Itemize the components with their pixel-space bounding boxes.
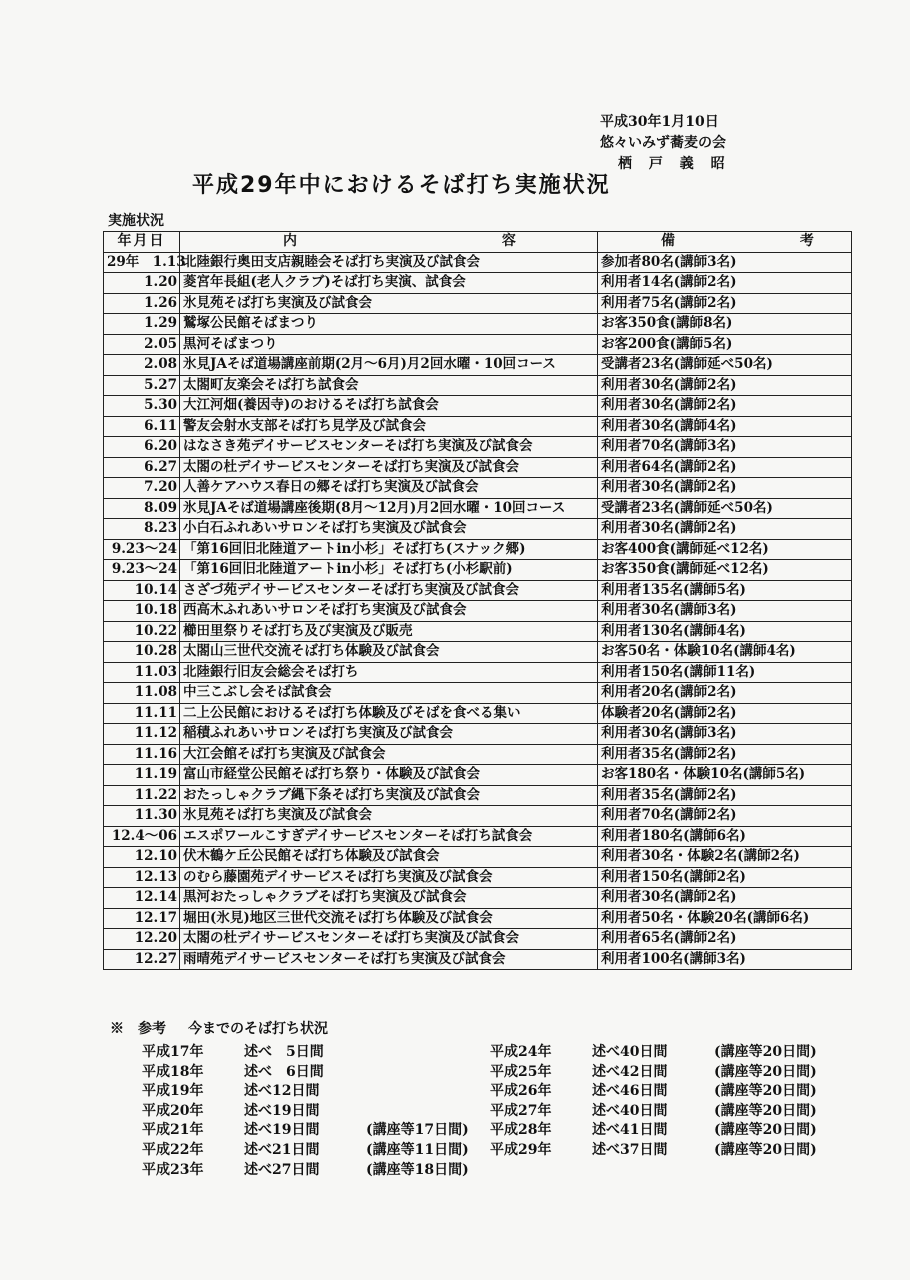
table-row: [104, 908, 852, 929]
reference-days: 述べ 5日間: [244, 1044, 324, 1060]
row-content: 太閤の杜デイサービスセンターそば打ち実演及び試食会: [180, 929, 598, 950]
row-content: 黒河おたっしゃクラブそば打ち実演及び試食会: [180, 888, 598, 909]
row-date: 11.16: [104, 744, 180, 765]
table-row: [104, 334, 852, 355]
table-row: [104, 888, 852, 909]
row-date: 1.20: [104, 273, 180, 294]
header-notes: 備 考: [598, 232, 852, 253]
table-row: [104, 519, 852, 540]
row-date: 2.08: [104, 355, 180, 376]
reference-note: (講座等17日間): [366, 1122, 469, 1139]
row-date: 12.27: [104, 949, 180, 970]
row-date: 9.23～24: [104, 539, 180, 560]
reference-note: (講座等20日間): [714, 1102, 817, 1119]
row-date: 1.26: [104, 293, 180, 314]
row-note: 利用者180名(講師6名): [598, 826, 852, 847]
table-row: [104, 601, 852, 622]
row-content: 黒河そばまつり: [180, 334, 598, 355]
row-content: 北陸銀行奥田支店親睦会そば打ち実演及び試食会: [180, 252, 598, 273]
row-date: 11.22: [104, 785, 180, 806]
row-note: お客350食(講師延べ12名): [598, 560, 852, 581]
header-date: 年月日: [104, 232, 180, 253]
row-note: お客180名・体験10名(講師5名): [598, 765, 852, 786]
row-date: 2.05: [104, 334, 180, 355]
reference-note: (講座等20日間): [714, 1122, 817, 1139]
document-date: 平成30年1月10日: [600, 114, 719, 130]
row-note: 利用者30名(講師4名): [598, 416, 852, 437]
row-note: 利用者150名(講師11名): [598, 662, 852, 683]
reference-days: 述べ21日間: [244, 1141, 320, 1158]
table-row: [104, 929, 852, 950]
row-content: のむら藤園苑デイサービスそば打ち実演及び試食会: [180, 867, 598, 888]
row-date: 12.10: [104, 847, 180, 868]
reference-note: (講座等20日間): [714, 1044, 817, 1060]
row-note: 利用者100名(講師3名): [598, 949, 852, 970]
row-date: 11.11: [104, 703, 180, 724]
activity-table: [103, 231, 874, 970]
table-row: [104, 273, 852, 294]
reference-days: 述べ40日間: [592, 1102, 668, 1119]
row-date: 12.14: [104, 888, 180, 909]
row-note: お客200食(講師5名): [598, 334, 852, 355]
row-note: 利用者30名・体験2名(講師2名): [598, 847, 852, 868]
table-row: [104, 580, 852, 601]
row-date: 10.22: [104, 621, 180, 642]
reference-year: 平成25年: [490, 1063, 552, 1080]
table-row: [104, 355, 852, 376]
table-row: [104, 375, 852, 396]
row-date: 5.27: [104, 375, 180, 396]
reference-days: 述べ12日間: [244, 1083, 320, 1100]
table-row: [104, 478, 852, 499]
reference-year: 平成26年: [490, 1083, 552, 1100]
row-date: 10.28: [104, 642, 180, 663]
reference-year: 平成24年: [490, 1044, 552, 1060]
row-date: 5.30: [104, 396, 180, 417]
row-content: 二上公民館におけるそば打ち体験及びそばを食べる集い: [180, 703, 598, 724]
row-note: 利用者35名(講師2名): [598, 785, 852, 806]
reference-year: 平成23年: [142, 1161, 204, 1178]
row-content: 堀田(氷見)地区三世代交流そば打ち体験及び試食会: [180, 908, 598, 929]
table-row: [104, 765, 852, 786]
row-date: 1.29: [104, 314, 180, 335]
reference-year: 平成27年: [490, 1102, 552, 1119]
row-content: 北陸銀行旧友会総会そば打ち: [180, 662, 598, 683]
row-date: 12.4～06: [104, 826, 180, 847]
table-row: [104, 396, 852, 417]
document-title: 平成29年中におけるそば打ち実施状況: [192, 173, 611, 198]
document-header: [600, 112, 840, 175]
reference-year: 平成28年: [490, 1122, 552, 1139]
row-note: 利用者30名(講師2名): [598, 888, 852, 909]
table-row: [104, 437, 852, 458]
row-date: 6.27: [104, 457, 180, 478]
row-content: 太閤山三世代交流そば打ち体験及び試食会: [180, 642, 598, 663]
row-date: 12.13: [104, 867, 180, 888]
row-content: 稲積ふれあいサロンそば打ち実演及び試食会: [180, 724, 598, 745]
table-row: [104, 683, 852, 704]
reference-year: 平成29年: [490, 1141, 552, 1158]
row-note: 利用者75名(講師2名): [598, 293, 852, 314]
table-row: [104, 724, 852, 745]
reference-days: 述べ 6日間: [244, 1063, 324, 1080]
reference-year: 平成20年: [142, 1102, 204, 1119]
header-content: 内 容: [180, 232, 598, 253]
row-date: 11.30: [104, 806, 180, 827]
row-content: 大江会館そば打ち実演及び試食会: [180, 744, 598, 765]
row-content: エスポワールこすぎデイサービスセンターそば打ち試食会: [180, 826, 598, 847]
row-note: 受講者23名(講師延べ50名): [598, 498, 852, 519]
row-note: 利用者70名(講師3名): [598, 437, 852, 458]
row-note: 利用者50名・体験20名(講師6名): [598, 908, 852, 929]
author-name: 栖 戸 義 昭: [618, 156, 731, 172]
row-date: 11.03: [104, 662, 180, 683]
row-note: 利用者70名(講師2名): [598, 806, 852, 827]
row-content: 西高木ふれあいサロンそば打ち実演及び試食会: [180, 601, 598, 622]
reference-note: (講座等11日間): [366, 1141, 469, 1158]
table-row: [104, 867, 852, 888]
row-content: 小白石ふれあいサロンそば打ち実演及び試食会: [180, 519, 598, 540]
row-content: 菱宮年長組(老人クラブ)そば打ち実演、試食会: [180, 273, 598, 294]
table-row: [104, 621, 852, 642]
row-note: 利用者130名(講師4名): [598, 621, 852, 642]
reference-days: 述べ46日間: [592, 1083, 668, 1100]
row-content: 「第16回旧北陸道アートin小杉」そば打ち(小杉駅前): [180, 560, 598, 581]
row-note: 利用者135名(講師5名): [598, 580, 852, 601]
row-content: 伏木鶴ケ丘公民館そば打ち体験及び試食会: [180, 847, 598, 868]
row-content: 人善ケアハウス春日の郷そば打ち実演及び試食会: [180, 478, 598, 499]
reference-days: 述べ41日間: [592, 1122, 668, 1139]
reference-year: 平成18年: [142, 1063, 204, 1080]
row-note: 利用者30名(講師2名): [598, 519, 852, 540]
row-note: 利用者30名(講師2名): [598, 375, 852, 396]
table-row: [104, 457, 852, 478]
table-row: [104, 703, 852, 724]
row-date: 10.18: [104, 601, 180, 622]
row-content: 鷲塚公民館そばまつり: [180, 314, 598, 335]
row-note: 利用者14名(講師2名): [598, 273, 852, 294]
row-note: 体験者20名(講師2名): [598, 703, 852, 724]
row-note: 参加者80名(講師3名): [598, 252, 852, 273]
row-note: 利用者20名(講師2名): [598, 683, 852, 704]
row-note: 利用者64名(講師2名): [598, 457, 852, 478]
row-note: 利用者150名(講師2名): [598, 867, 852, 888]
table-row: [104, 293, 852, 314]
row-note: 利用者35名(講師2名): [598, 744, 852, 765]
reference-year: 平成21年: [142, 1122, 204, 1139]
row-date: 6.20: [104, 437, 180, 458]
table-row: [104, 826, 852, 847]
row-content: 氷見苑そば打ち実演及び試食会: [180, 293, 598, 314]
row-note: 利用者30名(講師2名): [598, 478, 852, 499]
reference-days: 述べ37日間: [592, 1141, 668, 1158]
table-row: [104, 560, 852, 581]
reference-note: (講座等20日間): [714, 1083, 817, 1100]
row-content: おたっしゃクラブ縄下条そば打ち実演及び試食会: [180, 785, 598, 806]
organization-name: 悠々いみず蕎麦の会: [600, 135, 726, 151]
table-row: [104, 642, 852, 663]
table-row: [104, 416, 852, 437]
row-note: 利用者30名(講師2名): [598, 396, 852, 417]
row-date: 9.23～24: [104, 560, 180, 581]
row-date: 12.17: [104, 908, 180, 929]
row-content: 警友会射水支部そば打ち見学及び試食会: [180, 416, 598, 437]
table-row: [104, 949, 852, 970]
table-row: [104, 498, 852, 519]
row-date: 10.14: [104, 580, 180, 601]
reference-mark: ※ 参考: [110, 1021, 166, 1037]
row-date: 11.08: [104, 683, 180, 704]
reference-days: 述べ40日間: [592, 1044, 668, 1060]
row-note: お客50名・体験10名(講師4名): [598, 642, 852, 663]
row-note: お客400食(講師延べ12名): [598, 539, 852, 560]
row-content: さざづ苑デイサービスセンターそば打ち実演及び試食会: [180, 580, 598, 601]
row-content: 櫛田里祭りそば打ち及び実演及び販売: [180, 621, 598, 642]
row-date: 11.19: [104, 765, 180, 786]
reference-title: 今までのそば打ち状況: [188, 1021, 328, 1037]
reference-year: 平成22年: [142, 1141, 204, 1158]
reference-note: (講座等20日間): [714, 1063, 817, 1080]
row-content: 太閤町友楽会そば打ち試食会: [180, 375, 598, 396]
row-content: 中三こぶし会そば試食会: [180, 683, 598, 704]
table-row: [104, 806, 852, 827]
row-date: 12.20: [104, 929, 180, 950]
row-note: 利用者30名(講師3名): [598, 601, 852, 622]
table-row: [104, 847, 852, 868]
row-content: 大江河畑(養因寺)のおけるそば打ち試食会: [180, 396, 598, 417]
table-row: [104, 252, 852, 273]
row-content: 雨晴苑デイサービスセンターそば打ち実演及び試食会: [180, 949, 598, 970]
row-content: 「第16回旧北陸道アートin小杉」そば打ち(スナック郷): [180, 539, 598, 560]
row-date: 8.23: [104, 519, 180, 540]
row-note: お客350食(講師8名): [598, 314, 852, 335]
row-content: はなさき苑デイサービスセンターそば打ち実演及び試食会: [180, 437, 598, 458]
reference-days: 述べ42日間: [592, 1063, 668, 1080]
row-note: 利用者30名(講師3名): [598, 724, 852, 745]
table-row: [104, 314, 852, 335]
reference-note: (講座等18日間): [366, 1161, 469, 1178]
row-note: 受講者23名(講師延べ50名): [598, 355, 852, 376]
row-content: 氷見苑そば打ち実演及び試食会: [180, 806, 598, 827]
row-date: 11.12: [104, 724, 180, 745]
row-content: 氷見JAそば道場講座前期(2月～6月)月2回水曜・10回コース: [180, 355, 598, 376]
row-content: 氷見JAそば道場講座後期(8月～12月)月2回水曜・10回コース: [180, 498, 598, 519]
reference-year: 平成17年: [142, 1044, 204, 1060]
reference-note: (講座等20日間): [714, 1141, 817, 1158]
reference-heading: [110, 1018, 350, 1038]
row-note: 利用者65名(講師2名): [598, 929, 852, 950]
table-row: [104, 744, 852, 765]
table-row: [104, 539, 852, 560]
table-body: [104, 252, 852, 970]
row-date: 6.11: [104, 416, 180, 437]
table-header-row: [104, 232, 852, 253]
row-content: 富山市経堂公民館そば打ち祭り・体験及び試食会: [180, 765, 598, 786]
table-row: [104, 662, 852, 683]
row-date: 8.09: [104, 498, 180, 519]
row-date: 29年 1.13: [104, 252, 180, 273]
row-date: 7.20: [104, 478, 180, 499]
row-content: 太閤の杜デイサービスセンターそば打ち実演及び試食会: [180, 457, 598, 478]
reference-days: 述べ19日間: [244, 1102, 320, 1119]
reference-year: 平成19年: [142, 1083, 204, 1100]
table-row: [104, 785, 852, 806]
reference-days: 述べ19日間: [244, 1122, 320, 1139]
reference-days: 述べ27日間: [244, 1161, 320, 1178]
section-label: 実施状況: [108, 213, 164, 229]
